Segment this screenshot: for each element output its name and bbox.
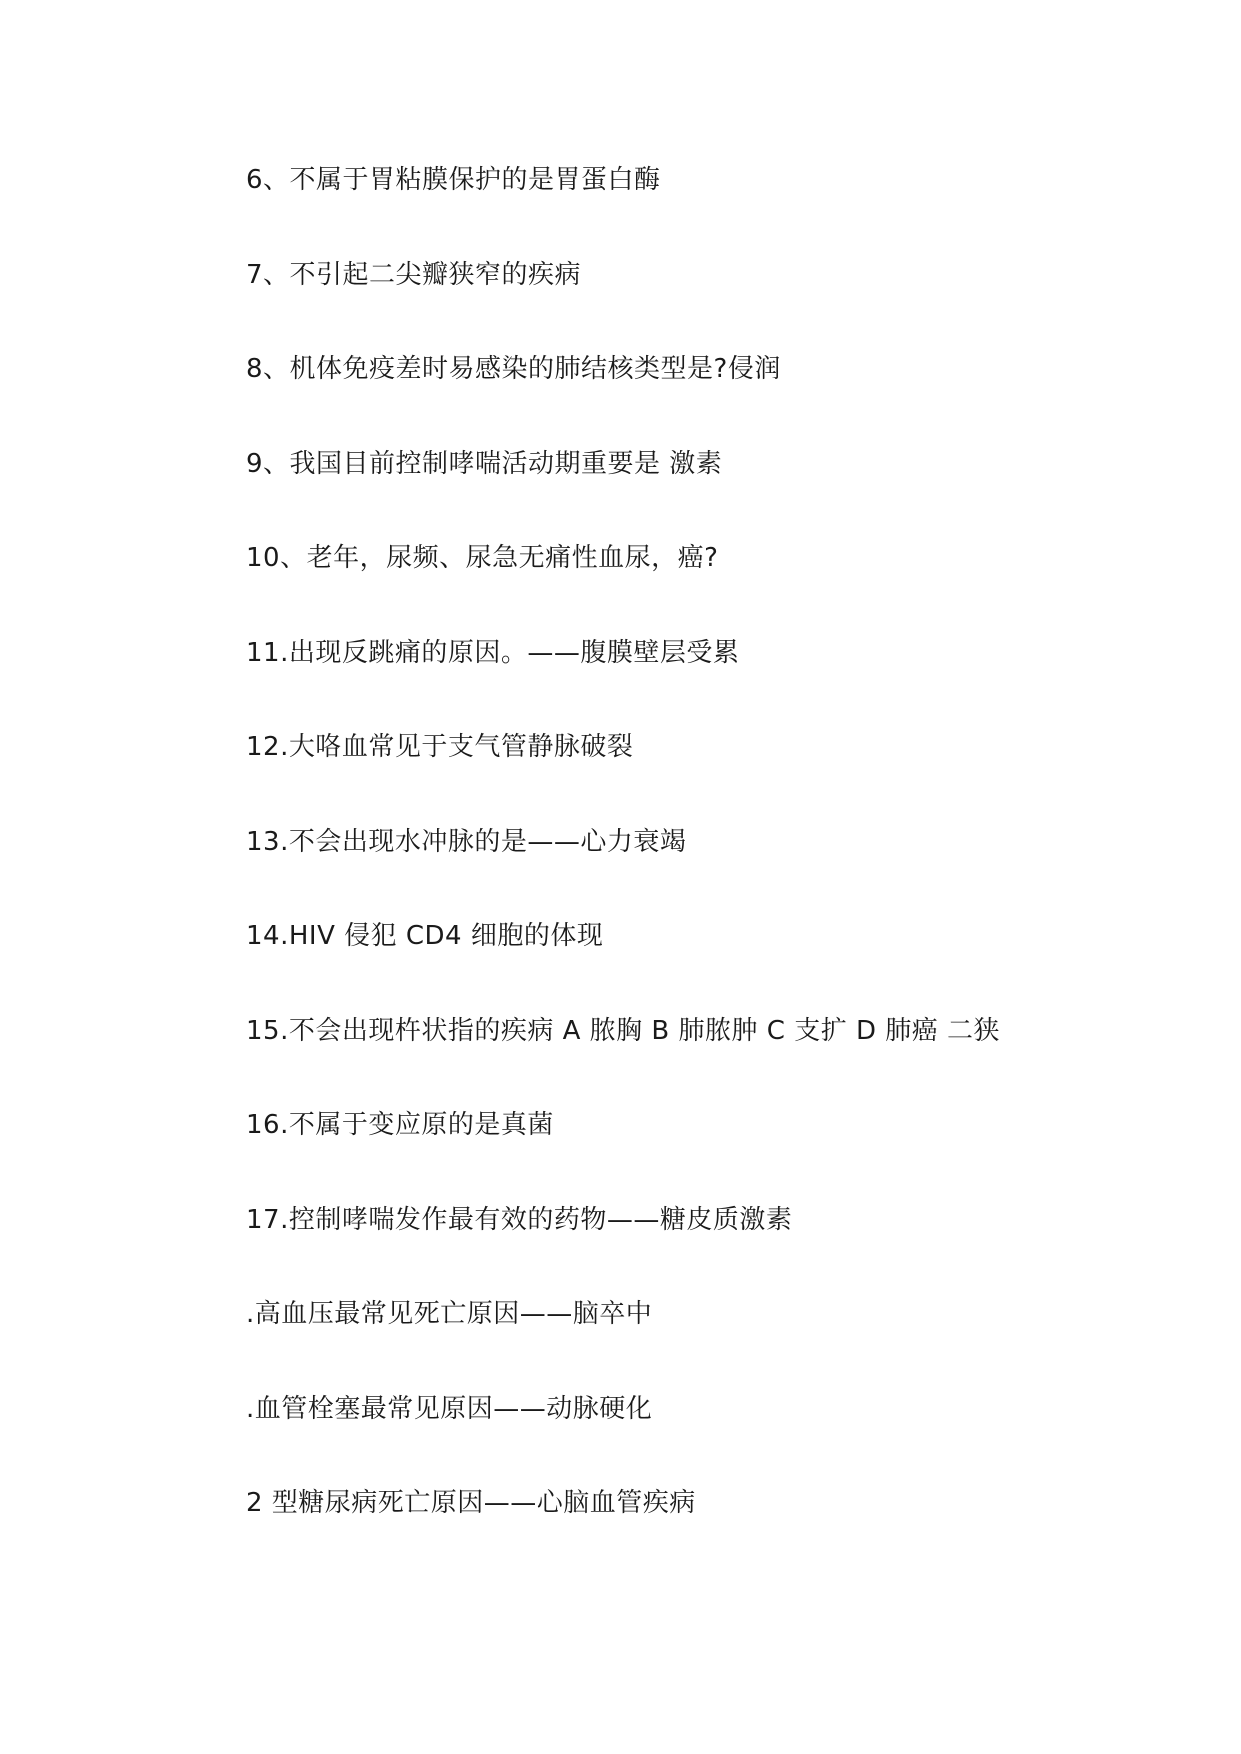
text-line: 8、机体免疫差时易感染的肺结核类型是?侵润 bbox=[246, 354, 781, 384]
text-line: .高血压最常见死亡原因——脑卒中 bbox=[246, 1299, 653, 1329]
text-line: 7、不引起二尖瓣狭窄的疾病 bbox=[246, 259, 582, 290]
text-line: 11.出现反跳痛的原因。——腹膜壁层受累 bbox=[246, 637, 740, 668]
text-line: .血管栓塞最常见原因——动脉硬化 bbox=[246, 1393, 653, 1424]
text-line: 16.不属于变应原的是真菌 bbox=[246, 1110, 554, 1140]
document-body bbox=[246, 162, 1146, 1580]
text-line: 10、老年，尿频、尿急无痛性血尿，癌? bbox=[246, 543, 719, 573]
text-line: 2 型糖尿病死亡原因——心脑血管疾病 bbox=[246, 1488, 696, 1518]
text-line: 12.大咯血常见于支气管静脉破裂 bbox=[246, 732, 634, 762]
text-line: 15.不会出现杵状指的疾病 A 脓胸 B 肺脓肿 C 支扩 D 肺癌 二狭 bbox=[246, 1015, 1001, 1046]
text-line: 9、我国目前控制哮喘活动期重要是 激素 bbox=[246, 448, 723, 479]
text-line: 13.不会出现水冲脉的是——心力衰竭 bbox=[246, 826, 687, 857]
text-line: 17.控制哮喘发作最有效的药物——糖皮质激素 bbox=[246, 1204, 793, 1235]
text-line: 6、不属于胃粘膜保护的是胃蛋白酶 bbox=[246, 165, 661, 195]
text-line: 14.HIV 侵犯 CD4 细胞的体现 bbox=[246, 921, 604, 951]
